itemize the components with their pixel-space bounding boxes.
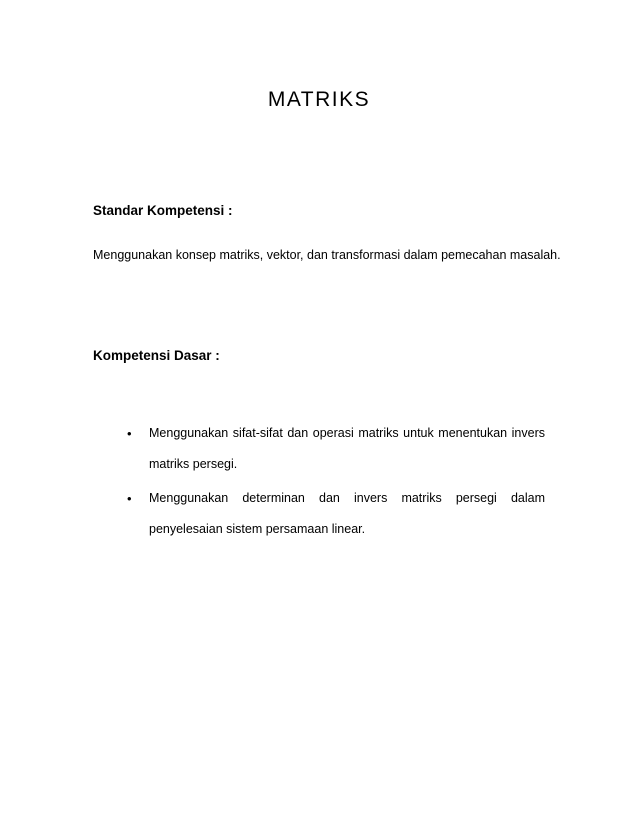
list-item (0, 418, 545, 480)
kompetensi-dasar-heading: Kompetensi Dasar : (93, 348, 220, 363)
list-item (0, 483, 545, 545)
bullet-icon: • (127, 491, 132, 506)
kompetensi-dasar-list (0, 418, 638, 548)
list-item-text: Menggunakan sifat-sifat dan operasi matriks untuk menentukan invers matriks persegi. (149, 426, 545, 471)
list-item-text: Menggunakan determinan dan invers matriks persegi dalam penyelesaian sistem persamaan linear. (149, 491, 545, 536)
page-title: MATRIKS (267, 88, 371, 111)
standar-kompetensi-text: Menggunakan konsep matriks, vektor, dan transformasi dalam pemecahan masalah. (93, 248, 561, 262)
bullet-icon: • (127, 426, 132, 441)
standar-kompetensi-heading: Standar Kompetensi : (93, 203, 233, 218)
